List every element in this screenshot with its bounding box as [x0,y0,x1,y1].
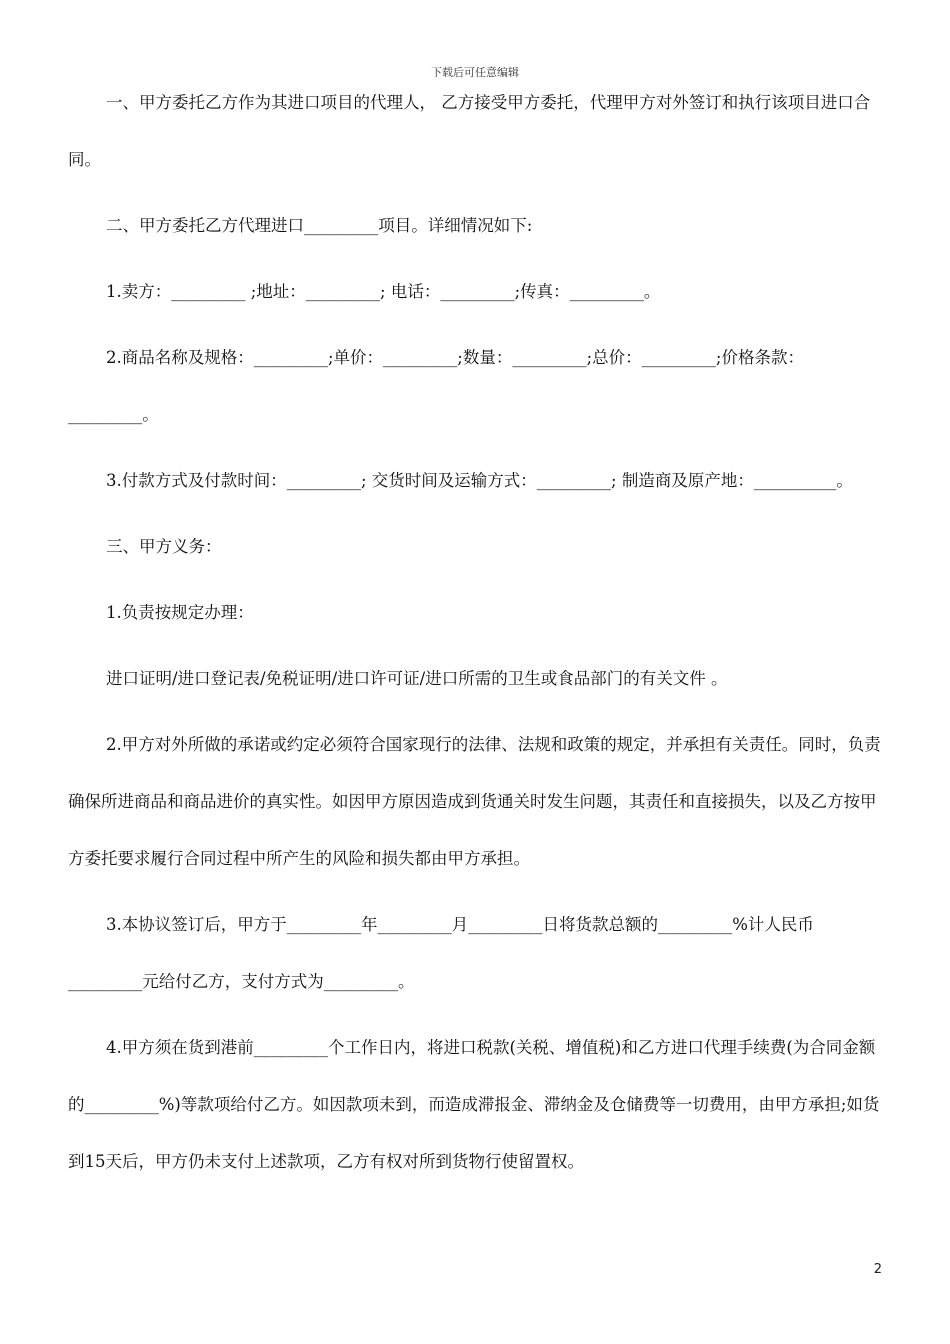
paragraph-duty-4: 4.甲方须在货到港前_________个工作日内，将进口税款(关税、增值税)和乙方进口代理手续费(为合同金额的_________%)等款项给付乙方。如因款项未到，而造成滞报金、滞纳金及仓储费等一切费用，由甲方承担;如货到15天后，甲方仍未支付上述款项，乙方有权对所到货物行使留置权。 [68,1038,880,1171]
page-header: 下载后可任意编辑 [431,66,519,79]
paragraph-duty-2: 2.甲方对外所做的承诺或约定必须符合国家现行的法律、法规和政策的规定，并承担有关责任。同时，负责确保所进商品和商品进价的真实性。如因甲方原因造成到货通关时发生问题，其责任和直接损失，以及乙方按甲方委托要求履行合同过程中所产生的风险和损失都由甲方承担。 [68,735,881,868]
paragraph-duty-3: 3.本协议签订后，甲方于_________年_________月_________日将货款总额的_________%计人民币_________元给付乙方，支付方式为_________。 [68,915,814,991]
section-heading-party-a-duties: 三、甲方义务： [106,537,222,556]
paragraph-duty-1: 1.负责按规定办理： [106,603,254,622]
paragraph-goods-info: 2.商品名称及规格：_________;单价：_________;数量：_________;总价：_________;价格条款：_________。 [68,348,804,424]
paragraph-import-project: 二、甲方委托乙方代理进口_________项目。详细情况如下: [106,216,533,235]
document-body [68,74,886,1190]
paragraph-seller-info: 1.卖方：_________ ;地址：_________; 电话：_________;传真：_________。 [106,282,661,301]
paragraph-duty-1-documents: 进口证明/进口登记表/免税证明/进口许可证/进口所需的卫生或食品部门的有关文件 。 [106,669,728,688]
paragraph-entrust-agent: 一、甲方委托乙方作为其进口项目的代理人， 乙方接受甲方委托，代理甲方对外签订和执行该项目进口合同。 [68,93,871,169]
page-number: 2 [873,1262,882,1277]
paragraph-payment-delivery: 3.付款方式及付款时间：_________; 交货时间及运输方式：_________; 制造商及原产地：__________。 [106,471,853,490]
